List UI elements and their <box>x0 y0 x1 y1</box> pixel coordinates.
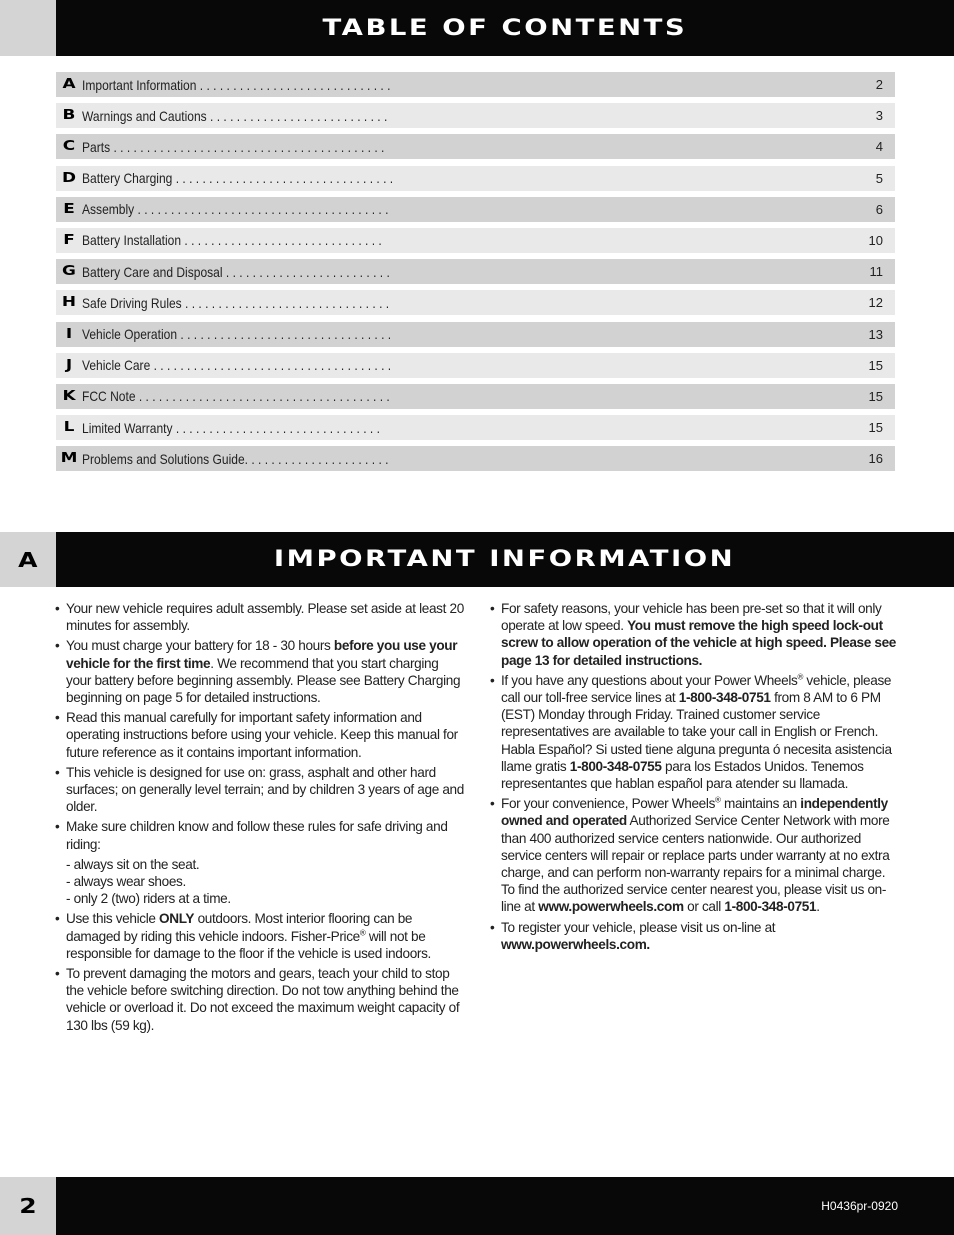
toc-label: Battery Care and Disposal . . . . . . . . . . . . . . . . . . . . . . . . . <box>82 263 390 280</box>
table-of-contents <box>56 72 895 477</box>
toc-label: Battery Installation . . . . . . . . . . . . . . . . . . . . . . . . . . . . . . <box>82 232 382 249</box>
toc-letter: E <box>63 201 75 217</box>
toc-row[interactable] <box>56 166 895 191</box>
toc-label: Parts . . . . . . . . . . . . . . . . . . . . . . . . . . . . . . . . . . . . . . . . . <box>82 138 385 155</box>
footer-bar <box>56 1177 954 1235</box>
toc-label: Battery Charging . . . . . . . . . . . . . . . . . . . . . . . . . . . . . . . . . <box>82 170 394 187</box>
list-item: • This vehicle is designed for use on: grass, asphalt and other hard surfaces; on generally level terrain; and by children 3 years of age and older. <box>54 764 466 816</box>
list-item: • To register your vehicle, please visit us on-line at www.powerwheels.com. <box>489 919 897 953</box>
list-item: • You must charge your battery for 18 - 30 hours before you use your vehicle for the first time. We recommend that you start charging your battery before beginning assembly. Please see Battery Charging beginning on page 5 for detailed instructions. <box>54 637 466 706</box>
toc-letter: G <box>62 264 76 280</box>
toc-row[interactable] <box>56 134 895 159</box>
toc-page-number: 10 <box>868 232 883 248</box>
list-item: • For safety reasons, your vehicle has been pre-set so that it will only operate at low speed. You must remove the high speed lock-out screw to allow operation of the vehicle at high speed. Please see page 13 for detailed instructions. <box>489 600 897 669</box>
toc-page-number: 16 <box>868 451 883 467</box>
toc-label: Vehicle Operation . . . . . . . . . . . . . . . . . . . . . . . . . . . . . . . . <box>82 326 392 342</box>
important-information-header <box>56 532 954 587</box>
toc-letter: K <box>62 388 76 404</box>
list-item: • If you have any questions about your Power Wheels® vehicle, please call our toll-free service lines at 1-800-348-0751 from 8 AM to 6 PM (EST) Monday through Friday. Trained customer service representatives are available to take your call in English or French. Habla Español? Si usted tiene alguna pregunta ó necesita asistencia llame gratis 1-800-348-0755 para los Estados Unidos. Tenemos representantes que hablan español para atender su llamada. <box>489 672 897 792</box>
rule-item: - always sit on the seat. <box>66 856 200 872</box>
toc-page-number: 15 <box>868 357 883 373</box>
toc-letter: B <box>62 108 76 124</box>
toc-letter: C <box>62 139 76 155</box>
toc-letter: A <box>62 77 76 92</box>
rule-item: - only 2 (two) riders at a time. <box>66 891 231 907</box>
toc-title: TABLE OF CONTENTS <box>322 15 688 41</box>
toc-letter: H <box>61 295 77 311</box>
toc-label: Assembly . . . . . . . . . . . . . . . . . . . . . . . . . . . . . . . . . . . . . . <box>82 201 389 218</box>
toc-page-number: 5 <box>875 170 883 186</box>
toc-row[interactable] <box>56 322 895 347</box>
toc-label: Safe Driving Rules . . . . . . . . . . . . . . . . . . . . . . . . . . . . . . . <box>82 294 390 311</box>
toc-label: Limited Warranty . . . . . . . . . . . . . . . . . . . . . . . . . . . . . . . <box>82 419 380 436</box>
info-left-column <box>54 600 466 1037</box>
toc-page-number: 11 <box>869 264 883 280</box>
toc-row[interactable] <box>56 290 895 315</box>
toc-page-number: 3 <box>875 108 883 124</box>
toc-label: Vehicle Care . . . . . . . . . . . . . . . . . . . . . . . . . . . . . . . . . . . . <box>82 357 392 374</box>
toc-page-number: 12 <box>868 295 883 311</box>
toc-row[interactable] <box>56 228 895 253</box>
toc-page-number: 15 <box>868 388 883 404</box>
toc-row[interactable] <box>56 72 895 97</box>
rule-item: - always wear shoes. <box>66 874 186 890</box>
toc-row[interactable] <box>56 259 895 284</box>
list-item: • Use this vehicle ONLY outdoors. Most interior flooring can be damaged by riding this vehicle indoors. Fisher-Price® will not be responsible for damage to the floor if the vehicle is used indoors. <box>54 910 466 962</box>
toc-label: FCC Note . . . . . . . . . . . . . . . . . . . . . . . . . . . . . . . . . . . . . . <box>82 388 390 405</box>
toc-row[interactable] <box>56 197 895 222</box>
list-item: • Make sure children know and follow these rules for safe driving and riding: - always sit on the seat. - always wear shoes. - only 2 (two) riders at a time. <box>54 818 466 907</box>
list-item: • Read this manual carefully for important safety information and operating instructions before using your vehicle. Keep this manual for future reference as it contains important information. <box>54 709 466 761</box>
toc-row[interactable] <box>56 446 895 471</box>
section-title: IMPORTANT INFORMATION <box>274 547 736 572</box>
toc-row[interactable] <box>56 353 895 378</box>
list-item: • Your new vehicle requires adult assembly. Please set aside at least 20 minutes for assembly. <box>54 600 466 634</box>
toc-label: Warnings and Cautions . . . . . . . . . . . . . . . . . . . . . . . . . . . <box>82 107 388 124</box>
page-number: 2 <box>19 1194 37 1218</box>
section-letter: A <box>18 547 38 572</box>
toc-letter: I <box>65 326 73 342</box>
toc-row[interactable] <box>56 415 895 440</box>
toc-letter: J <box>65 357 73 373</box>
toc-label: Problems and Solutions Guide. . . . . . . . . . . . . . . . . . . . . . <box>82 450 389 467</box>
toc-header-side-block <box>0 0 56 56</box>
toc-header <box>56 0 954 56</box>
toc-letter: M <box>60 451 78 467</box>
toc-page-number: 6 <box>875 201 883 217</box>
toc-row[interactable] <box>56 103 895 128</box>
toc-letter: L <box>63 420 75 436</box>
toc-page-number: 15 <box>868 420 883 436</box>
document-code: H0436pr-0920 <box>821 1199 898 1213</box>
info-right-column <box>489 600 897 956</box>
section-letter-block <box>0 532 56 587</box>
page-number-block <box>0 1177 56 1235</box>
toc-page-number: 13 <box>868 326 883 342</box>
toc-page-number: 4 <box>875 139 883 155</box>
list-item: • For your convenience, Power Wheels® maintains an independently owned and operated Authorized Service Center Network with more than 400 authorized service centers nationwide. Our authorized service centers will repair or replace parts under warranty at no extra charge, and can perform non-warranty repairs for a minimal charge. To find the authorized service center nearest you, please visit us on-line at www.powerwheels.com or call 1-800-348-0751. <box>489 795 897 915</box>
toc-page-number: 2 <box>875 77 883 92</box>
toc-letter: F <box>63 232 75 248</box>
toc-letter: D <box>61 170 77 186</box>
list-item: • To prevent damaging the motors and gears, teach your child to stop the vehicle before switching direction. Do not tow anything behind the vehicle or overload it. Do not exceed the maximum weight capacity of 130 lbs (59 kg). <box>54 965 466 1034</box>
toc-label: Important Information . . . . . . . . . . . . . . . . . . . . . . . . . . . . . <box>82 76 391 93</box>
toc-row[interactable] <box>56 384 895 409</box>
